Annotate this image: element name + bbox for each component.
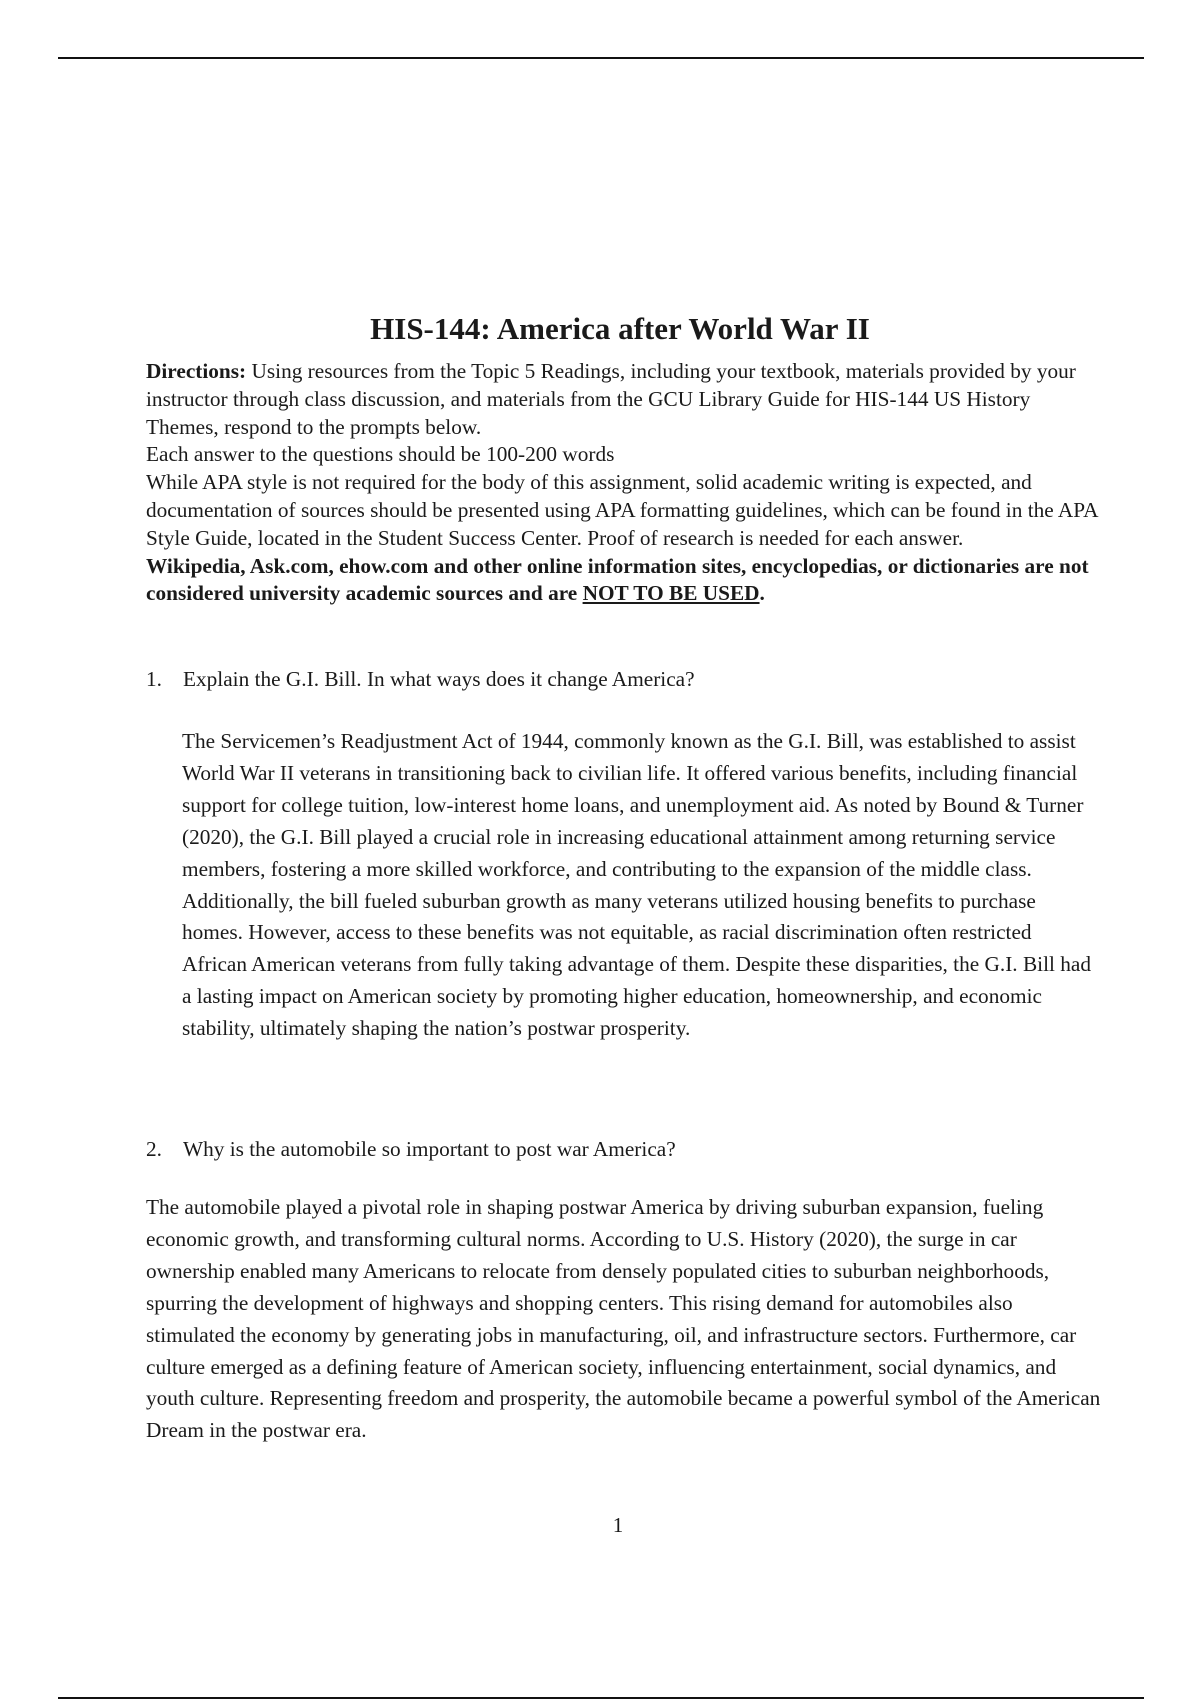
question-prompt: Explain the G.I. Bill. In what ways does it change America? <box>183 667 695 691</box>
page-number: 1 <box>612 1513 624 1537</box>
question-1 <box>146 665 1106 693</box>
bottom-page-border <box>58 1697 1144 1699</box>
apa-note: While APA style is not required for the body of this assignment, solid academic writing is expected, and documentation of sources should be presented using APA formatting guidelines, which can be found in the APA Style Guide, located in the Student Success Center. Proof of research is needed for each answer. <box>146 470 1098 550</box>
page-title: HIS-144: America after World War II <box>370 310 870 346</box>
answer-2: The automobile played a pivotal role in shaping postwar America by driving suburban expansion, fueling economic growth, and transforming cultural norms. According to U.S. History (2020), the surge in car ownership enabled many Americans to relocate from densely populated cities to suburban neighborhoods, spurring the development of highways and shopping centers. This rising demand for automobiles also stimulated the economy by generating jobs in manufacturing, oil, and infrastructure sectors. Furthermore, car culture emerged as a defining feature of American society, influencing entertainment, social dynamics, and youth culture. Representing freedom and prosperity, the automobile became a powerful symbol of the American Dream in the postwar era. <box>146 1195 1101 1443</box>
question-number: 1. <box>146 667 162 691</box>
question-number: 2. <box>146 1137 162 1161</box>
sources-warning-emphasis: NOT TO BE USED <box>582 581 760 606</box>
sources-warning-end: . <box>759 581 765 606</box>
directions-block <box>146 358 1106 608</box>
top-page-border <box>58 57 1144 59</box>
sources-warning-text: Wikipedia, Ask.com, ehow.com and other online information sites, encyclopedias, or dictionaries are not considered university academic sources and are <box>146 553 1089 606</box>
directions-paragraph <box>146 358 1106 441</box>
question-prompt: Why is the automobile so important to post war America? <box>183 1137 676 1161</box>
answer-1: The Servicemen’s Readjustment Act of 1944, commonly known as the G.I. Bill, was established to assist World War II veterans in transitioning back to civilian life. It offered various benefits, including financial support for college tuition, low-interest home loans, and unemployment aid. As noted by Bound & Turner (2020), the G.I. Bill played a crucial role in increasing educational attainment among returning service members, fostering a more skilled workforce, and contributing to the expansion of the middle class. Additionally, the bill fueled suburban growth as many veterans utilized housing benefits to purchase homes. However, access to these benefits was not equitable, as racial discrimination often restricted African American veterans from fully taking advantage of them. Despite these disparities, the G.I. Bill had a lasting impact on American society by promoting higher education, homeownership, and economic stability, ultimately shaping the nation’s postwar prosperity. <box>182 729 1091 1041</box>
directions-label: Directions: <box>146 359 247 383</box>
sources-warning <box>146 553 1106 609</box>
word-count-instruction: Each answer to the questions should be 100-200 words <box>146 442 615 467</box>
directions-text: Using resources from the Topic 5 Readings, including your textbook, materials provided by your instructor through class discussion, and materials from the GCU Library Guide for HIS-144 US History Themes, respond to the prompts below. <box>146 359 1076 439</box>
question-2 <box>146 1135 1106 1163</box>
